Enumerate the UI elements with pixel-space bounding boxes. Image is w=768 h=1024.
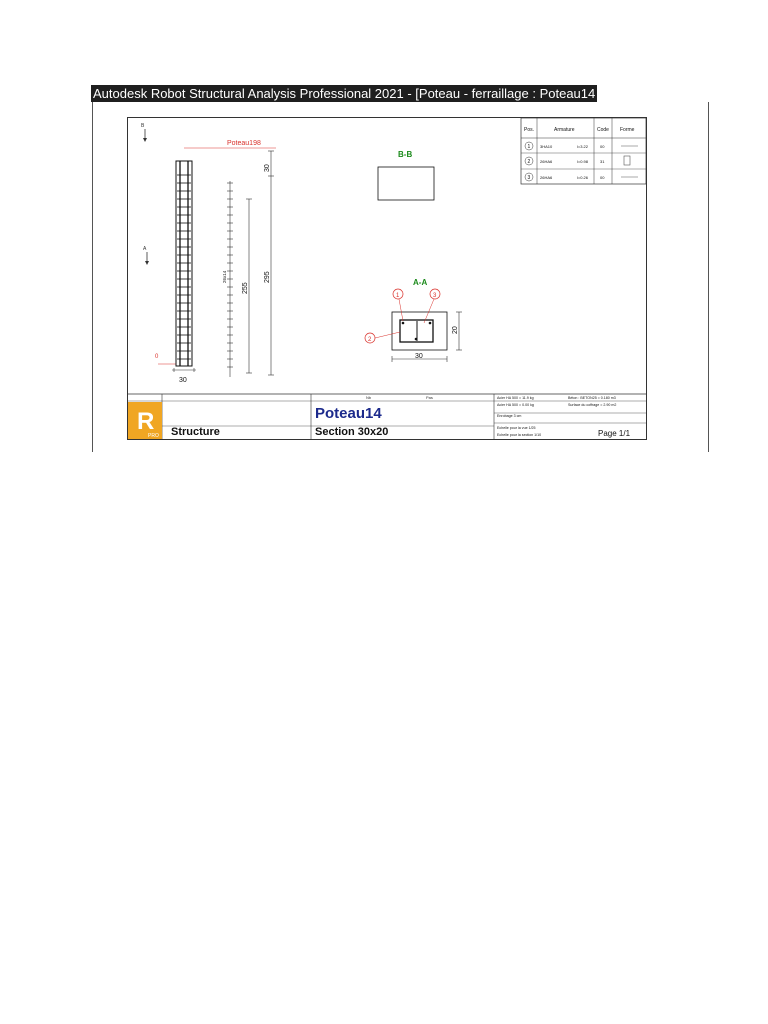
- drawing-sheet: [127, 117, 647, 440]
- drawing-canvas: [128, 118, 646, 439]
- project-name: Structure: [171, 426, 220, 438]
- title-block: [128, 394, 646, 439]
- table-header-forme: Forme: [620, 127, 635, 133]
- inner-dim: 255: [242, 282, 249, 294]
- section-height-dim: 20: [452, 326, 459, 334]
- table-row-1-pos: 1: [527, 144, 531, 150]
- elevation-view: [141, 123, 276, 384]
- table-row-1-code: 00: [600, 144, 605, 149]
- section-name: Section 30x20: [315, 426, 389, 438]
- table-row-3-extra: l=0.26: [577, 175, 589, 180]
- table-row-2-extra: l=0.98: [577, 159, 589, 164]
- note-scale-section: Echelle pour la section 1/10: [497, 433, 542, 437]
- table-header-armature: Armature: [554, 127, 575, 133]
- right-frame-border: [708, 102, 709, 452]
- note-scale-view: Echelle pour la vue 1/25: [497, 426, 536, 430]
- stirrups: [177, 175, 191, 359]
- window-title: Autodesk Robot Structural Analysis Professional 2021 - [Poteau - ferraillage : Poteau14: [93, 86, 596, 101]
- logo-sub: PRO: [148, 433, 159, 439]
- note-concrete: Béton : BETON25 = 0.180 m3: [568, 396, 616, 400]
- marker-3: 3: [433, 293, 437, 299]
- total-dim: 295: [264, 271, 271, 283]
- note-cover: Enrobage 3 cm: [497, 414, 522, 418]
- table-row-3-armature: 26HA6: [540, 175, 553, 180]
- table-row-1-armature: 3HA10: [540, 144, 553, 149]
- bar-table: [521, 118, 646, 184]
- title-header-left: Nb: [366, 395, 372, 400]
- view-marker-mid: A: [143, 246, 147, 252]
- marker-2: 2: [368, 337, 372, 343]
- table-row-2-armature: 26HA6: [540, 159, 553, 164]
- title-header-right: Pas: [426, 395, 433, 400]
- table-row-2-code: 31: [600, 159, 605, 164]
- top-dim: 30: [264, 164, 271, 172]
- level-marker: 0: [155, 354, 159, 360]
- section-bb: [378, 150, 434, 200]
- view-marker-top: B: [141, 123, 145, 129]
- table-header-pos: Pos.: [524, 127, 535, 133]
- table-row-2-pos: 2: [527, 159, 531, 165]
- marker-1: 1: [396, 293, 400, 299]
- stirrups-label: 26x14: [222, 270, 227, 283]
- logo-letter: R: [137, 408, 155, 435]
- note-steel-1: Acier HA 500 = 11.9 kg: [497, 396, 534, 400]
- section-aa-title: A-A: [413, 278, 428, 287]
- note-steel-2: Acier HA 500 = 0.00 kg: [497, 403, 534, 407]
- section-bb-title: B-B: [398, 150, 413, 159]
- section-width-dim: 30: [415, 353, 423, 360]
- page-number: Page 1/1: [598, 429, 631, 438]
- table-row-3-pos: 3: [527, 175, 531, 181]
- elevation-width-dim: 30: [179, 377, 187, 384]
- table-header-code: Code: [597, 127, 609, 133]
- note-formwork: Surface du coffrage = 2.90 m2: [568, 403, 617, 407]
- table-row-3-code: 00: [600, 175, 605, 180]
- element-label: Poteau198: [227, 140, 261, 147]
- left-frame-border: [92, 102, 93, 452]
- element-name: Poteau14: [315, 405, 382, 422]
- section-aa: [365, 278, 462, 362]
- table-row-1-extra: l=3.22: [577, 144, 589, 149]
